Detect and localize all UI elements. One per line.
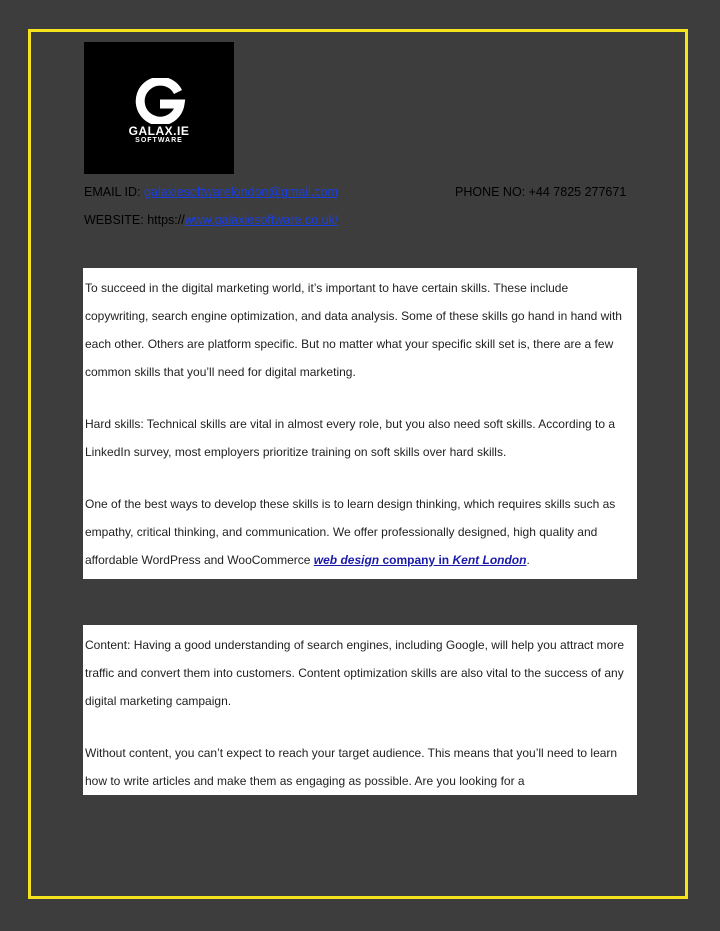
link-company-in: company in — [379, 553, 453, 567]
paragraph-design-thinking — [85, 490, 633, 574]
g-letter-icon — [130, 78, 188, 124]
website-link[interactable]: www.galaxiesoftware.co.uk/ — [184, 213, 339, 227]
link-kent-london: Kent London — [452, 553, 527, 567]
paragraph-hard-skills: Hard skills: Technical skills are vital in almost every role, but you also need soft skills. According to a LinkedIn survey, most employers prioritize training on soft skills over hard skills. — [85, 417, 616, 459]
paragraph-intro: To succeed in the digital marketing world, it’s important to have certain skills. These include copywriting, search engine optimization, and data analysis. Some of these skills go hand in hand with each other. Others are platform specific. But no matter what your specific skill set is, there are a few common skills that you’ll need for digital marketing. — [85, 281, 622, 379]
email-label: EMAIL ID: — [84, 185, 144, 199]
content-box-skills — [83, 268, 637, 579]
content-box-content — [83, 625, 637, 795]
paragraph-content: Content: Having a good understanding of search engines, including Google, will help you attract more traffic and convert them into customers. Content optimization skills are also vital to the success of any digital marketing campaign. — [85, 638, 624, 708]
link-web-design: web design — [313, 553, 380, 567]
web-design-link[interactable] — [313, 553, 530, 567]
paragraph-end: . — [526, 553, 530, 567]
design-text: One of the best ways to develop these skills is to learn design thinking, which requires skills such as empathy, critical thinking, and communication. We offer professionally designed, high quality and affordable WordPress and WooCommerce — [85, 497, 616, 567]
company-logo — [84, 42, 234, 174]
website-line — [84, 213, 338, 227]
email-line — [84, 185, 338, 199]
phone-number: PHONE NO: +44 7825 277671 — [455, 185, 627, 199]
website-label: WEBSITE: https:// — [84, 213, 185, 227]
logo-sub: SOFTWARE — [135, 137, 183, 144]
paragraph-without-content: Without content, you can’t expect to reach your target audience. This means that you’ll need to learn how to write articles and make them as engaging as possible. Are you looking for a — [85, 746, 618, 788]
email-link[interactable]: galaxiesoftwarelondon@gmail.com — [143, 185, 339, 199]
logo-name: GALAX.IE — [128, 124, 190, 138]
